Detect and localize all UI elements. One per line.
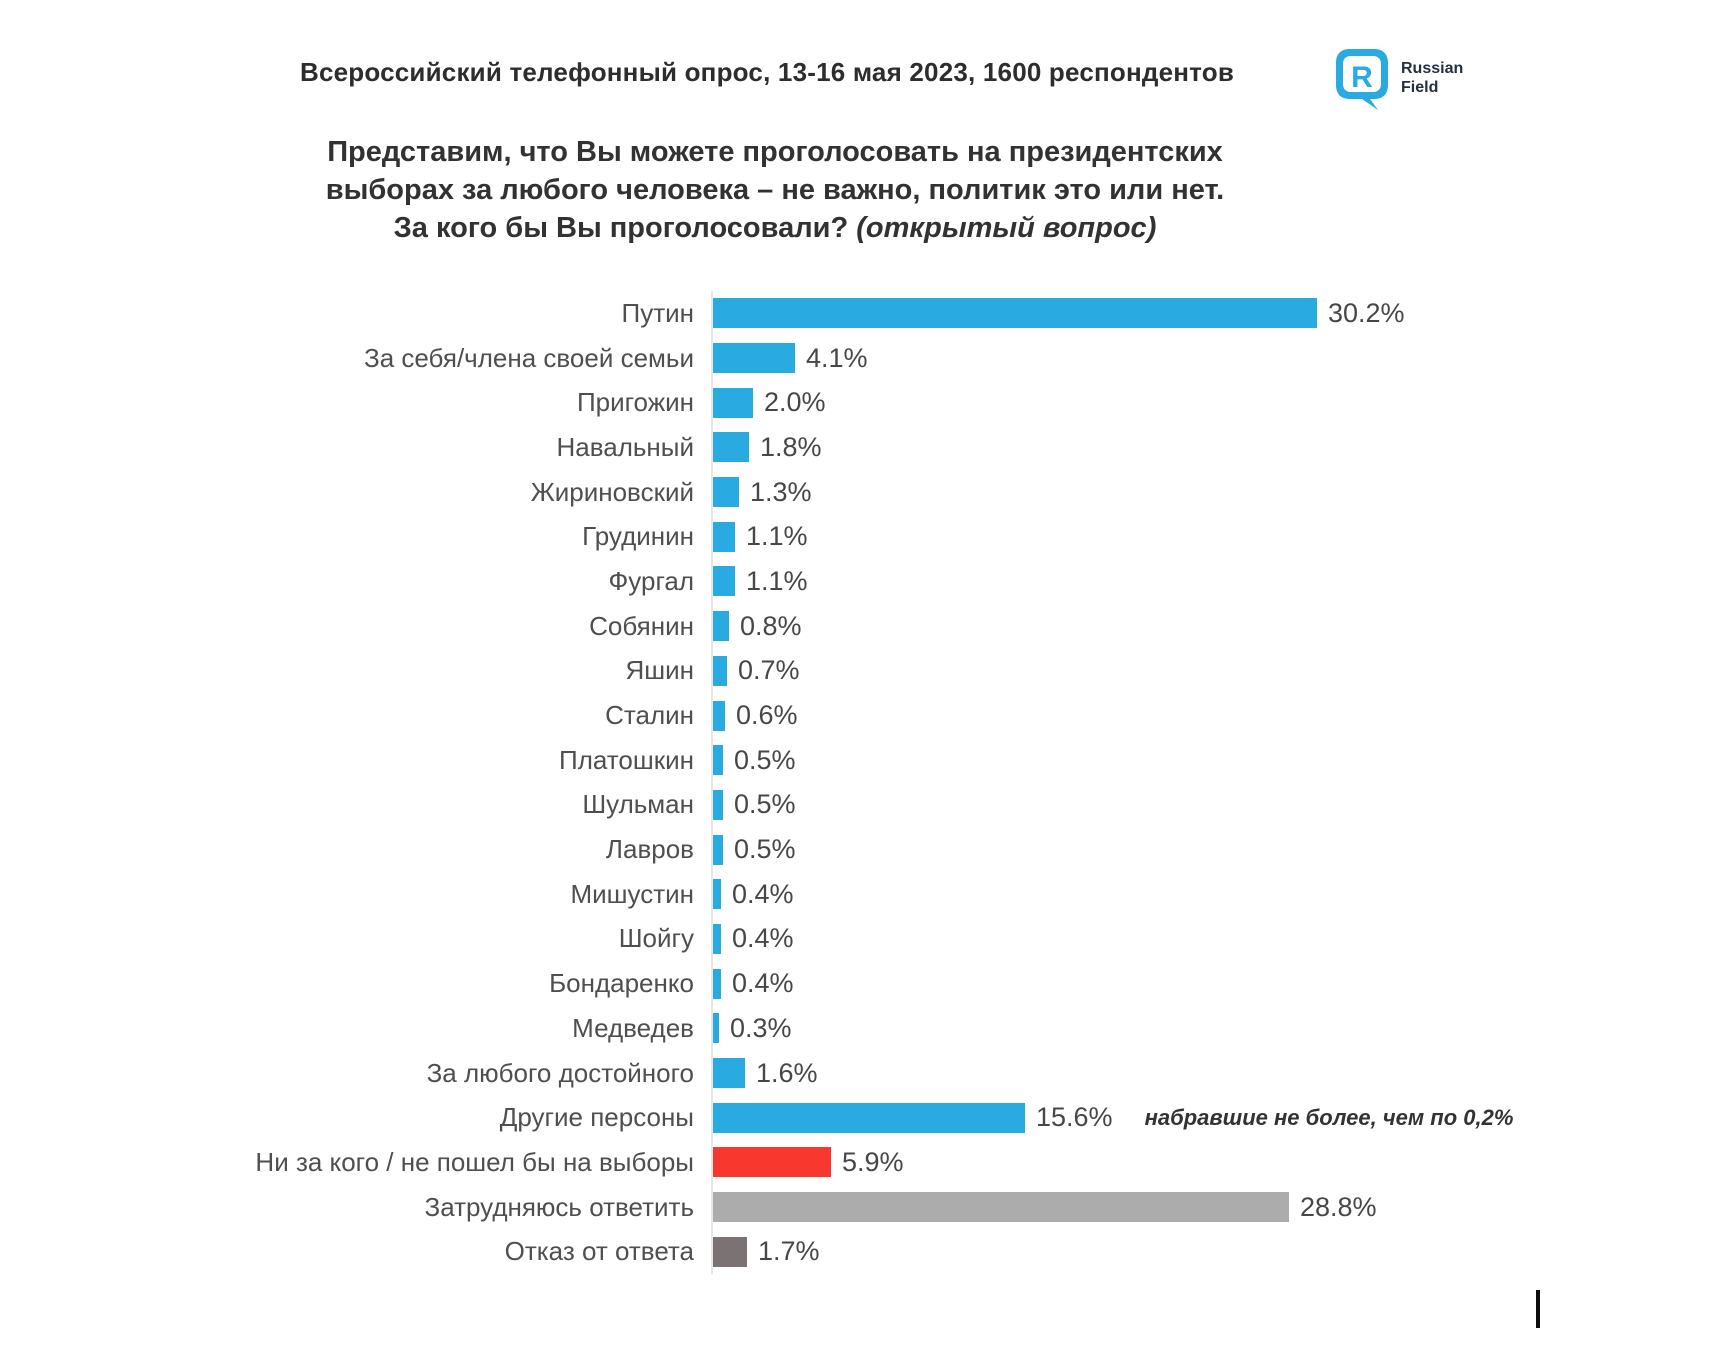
value-label: 30.2% bbox=[1328, 297, 1405, 328]
plot-area bbox=[711, 1140, 1732, 1185]
plot-area bbox=[711, 425, 1732, 470]
category-label: Собянин bbox=[589, 610, 694, 641]
plot-area bbox=[711, 872, 1732, 917]
category-label: Медведев bbox=[572, 1012, 694, 1043]
value-label: 0.6% bbox=[736, 700, 798, 731]
plot-area bbox=[711, 649, 1732, 694]
bar-row bbox=[0, 649, 1732, 694]
bar bbox=[713, 790, 723, 820]
bar-row bbox=[0, 1229, 1732, 1274]
value-label: 0.5% bbox=[734, 834, 796, 865]
bar-row bbox=[0, 1006, 1732, 1051]
russian-field-logo-text bbox=[1401, 59, 1463, 97]
bar-row bbox=[0, 1051, 1732, 1096]
bar-row bbox=[0, 1095, 1732, 1140]
bar-row bbox=[0, 425, 1732, 470]
svg-text:R: R bbox=[1351, 61, 1373, 94]
plot-area bbox=[711, 291, 1732, 336]
value-label: 1.8% bbox=[760, 431, 822, 462]
bar bbox=[713, 388, 753, 418]
plot-area bbox=[711, 380, 1732, 425]
category-label: За себя/члена своей семьи bbox=[364, 342, 694, 373]
plot-area bbox=[711, 693, 1732, 738]
bar bbox=[713, 656, 727, 686]
bar-row bbox=[0, 783, 1732, 828]
category-label: Платошкин bbox=[559, 744, 694, 775]
title-line2: выборах за любого человека – не важно, политик это или нет. bbox=[325, 174, 1225, 206]
bar-row bbox=[0, 291, 1732, 336]
bar-row bbox=[0, 470, 1732, 515]
bar bbox=[713, 343, 795, 373]
bar bbox=[713, 1058, 745, 1088]
bar-row bbox=[0, 336, 1732, 381]
plot-area bbox=[711, 738, 1732, 783]
category-label: Лавров bbox=[605, 834, 694, 865]
value-label: 1.1% bbox=[746, 565, 808, 596]
category-label: Ни за кого / не пошел бы на выборы bbox=[255, 1146, 694, 1177]
bar bbox=[713, 1192, 1289, 1222]
bar bbox=[713, 522, 735, 552]
logo-text-line1: Russian bbox=[1401, 60, 1464, 77]
category-label: Мишустин bbox=[570, 878, 694, 909]
bar bbox=[713, 879, 721, 909]
value-label: 0.3% bbox=[730, 1012, 792, 1043]
bar-row bbox=[0, 917, 1732, 962]
value-label: 0.7% bbox=[738, 655, 800, 686]
value-label: 0.4% bbox=[732, 968, 794, 999]
plot-area bbox=[711, 961, 1732, 1006]
plot-area bbox=[711, 783, 1732, 828]
category-label: Грудинин bbox=[582, 521, 694, 552]
bar-row bbox=[0, 514, 1732, 559]
bar bbox=[713, 835, 723, 865]
value-label: 28.8% bbox=[1300, 1191, 1377, 1222]
plot-area bbox=[711, 917, 1732, 962]
value-label: 0.4% bbox=[732, 878, 794, 909]
plot-area bbox=[711, 470, 1732, 515]
bar-row bbox=[0, 604, 1732, 649]
bar-row bbox=[0, 872, 1732, 917]
chart-title bbox=[75, 133, 1475, 247]
bar-row bbox=[0, 827, 1732, 872]
category-label: Пригожин bbox=[576, 387, 694, 418]
plot-area bbox=[711, 1185, 1732, 1230]
bar bbox=[713, 745, 723, 775]
russian-field-logo bbox=[1333, 46, 1463, 110]
bar bbox=[713, 566, 735, 596]
bar-row bbox=[0, 1140, 1732, 1185]
bar-row bbox=[0, 380, 1732, 425]
value-label: 1.7% bbox=[758, 1236, 820, 1267]
russian-field-logo-icon bbox=[1333, 46, 1391, 110]
category-label: Другие персоны bbox=[499, 1102, 694, 1133]
bar bbox=[713, 969, 721, 999]
bar bbox=[713, 477, 739, 507]
value-label: 5.9% bbox=[842, 1146, 904, 1177]
bar-row bbox=[0, 738, 1732, 783]
title-line1: Представим, что Вы можете проголосовать на президентских bbox=[327, 136, 1223, 168]
category-label: Яшин bbox=[625, 655, 694, 686]
title-line3-text: За кого бы Вы проголосовали? bbox=[393, 212, 857, 244]
category-label: Шойгу bbox=[618, 923, 694, 954]
category-label: Путин bbox=[621, 297, 694, 328]
bar-row bbox=[0, 559, 1732, 604]
value-label: 1.3% bbox=[750, 476, 812, 507]
plot-area bbox=[711, 514, 1732, 559]
bar bbox=[713, 1237, 747, 1267]
category-label: Фургал bbox=[608, 565, 694, 596]
value-label: 0.8% bbox=[740, 610, 802, 641]
bar bbox=[713, 1103, 1025, 1133]
value-label: 2.0% bbox=[764, 387, 826, 418]
plot-area bbox=[711, 1095, 1732, 1140]
title-line3-italic: (открытый вопрос) bbox=[856, 212, 1157, 244]
survey-info-text: Всероссийский телефонный опрос, 13-16 мая 2023, 1600 респондентов bbox=[300, 57, 1235, 87]
bar bbox=[713, 1013, 719, 1043]
plot-area bbox=[711, 827, 1732, 872]
value-label: 0.5% bbox=[734, 744, 796, 775]
value-label: 4.1% bbox=[806, 342, 868, 373]
bar-row bbox=[0, 693, 1732, 738]
category-label: Навальный bbox=[556, 431, 694, 462]
chart-annotation: набравшие не более, чем по 0,2% bbox=[1144, 1104, 1514, 1130]
bar bbox=[713, 1147, 831, 1177]
logo-text-line2: Field bbox=[1401, 79, 1439, 96]
category-label: Отказ от ответа bbox=[504, 1236, 694, 1267]
text-cursor bbox=[1536, 1290, 1540, 1328]
plot-area bbox=[711, 336, 1732, 381]
category-label: Затрудняюсь ответить bbox=[424, 1191, 694, 1222]
bar-row bbox=[0, 961, 1732, 1006]
bar bbox=[713, 432, 749, 462]
bar-chart bbox=[0, 291, 1732, 1274]
category-label: За любого достойного bbox=[426, 1057, 694, 1088]
value-label: 0.5% bbox=[734, 789, 796, 820]
bar bbox=[713, 701, 725, 731]
category-label: Бондаренко bbox=[549, 968, 694, 999]
plot-area bbox=[711, 1006, 1732, 1051]
bar-row bbox=[0, 1185, 1732, 1230]
bar bbox=[713, 298, 1317, 328]
value-label: 0.4% bbox=[732, 923, 794, 954]
plot-area bbox=[711, 604, 1732, 649]
category-label: Сталин bbox=[605, 700, 694, 731]
bar bbox=[713, 924, 721, 954]
value-label: 15.6% bbox=[1036, 1102, 1113, 1133]
category-label: Шульман bbox=[582, 789, 694, 820]
plot-area bbox=[711, 1229, 1732, 1274]
plot-area bbox=[711, 1051, 1732, 1096]
category-label: Жириновский bbox=[530, 476, 694, 507]
value-label: 1.6% bbox=[756, 1057, 818, 1088]
value-label: 1.1% bbox=[746, 521, 808, 552]
bar bbox=[713, 611, 729, 641]
plot-area bbox=[711, 559, 1732, 604]
title-line3 bbox=[75, 209, 1475, 247]
